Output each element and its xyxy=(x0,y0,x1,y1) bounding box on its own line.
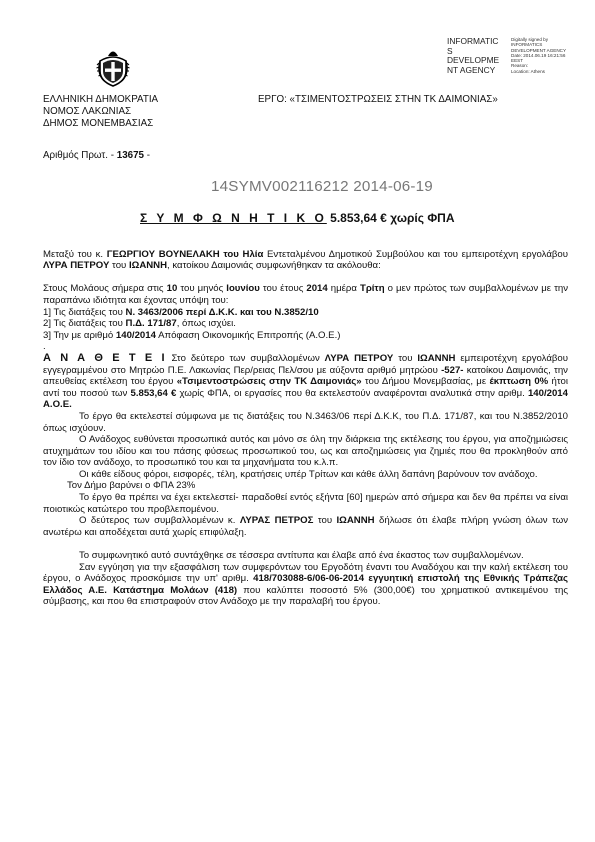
greek-emblem-icon xyxy=(96,47,130,87)
bold-text-run: έκπτωση 0% xyxy=(489,376,549,388)
text-run: του Δήμου Μονεμβασίας, με xyxy=(361,376,490,388)
bold-text-run: ΛΥΡΑ ΠΕΤΡΟΥ xyxy=(43,260,110,272)
text-run: Ο δεύτερος των συμβαλλομένων κ. xyxy=(79,515,240,527)
signature-detail-line: Date: 2014.06.19 16:21:56 xyxy=(511,52,566,58)
bold-text-run: «Τσιμεντοστρώσεις στην ΤΚ Δαιμονιάς» xyxy=(176,376,362,388)
paragraph-liability: Ο Ανάδοχος ευθύνεται προσωπικά αυτός και μόνο σε όλη την διάρκεια της εκτέλεσης του έργου, για αποζημιώσεις ατυχημάτων του ιδίου και του πάσης φύσεως προσωπικού του, ως και αποζημιώσεις για ζημιές που θα προκληθούν από τον ίδιο τον ανάδοχο, το προσωπικό του και τα μηχανήματα του κ.λ.π. xyxy=(43,434,568,469)
text-run: δήλωσε ότι έλαβε πλήρη γνώση όλων των ανωτέρω και αποδέχεται αυτά χωρίς επιφύλαξη. xyxy=(43,515,568,538)
paragraph-parties xyxy=(43,249,568,272)
text-run: , κατοίκου Δαιμονιάς συμφωνήθηκαν τα ακόλουθα: xyxy=(167,260,381,272)
signature-org-line: NT AGENCY xyxy=(447,64,496,75)
paragraph-copies: Το συμφωνητικό αυτό συντάχθηκε σε τέσσερα αντίτυπα και έλαβε από ένα έκαστος των συμβαλλομένων. xyxy=(79,550,524,562)
issuer-line: ΕΛΛΗΝΙΚΗ ΔΗΜΟΚΡΑΤΙΑ xyxy=(43,94,159,105)
text-run: ημέρα xyxy=(327,283,360,295)
signature-org-line: S xyxy=(447,45,453,56)
text-run: του xyxy=(109,260,129,272)
text-run: 3] Την με αριθμό xyxy=(43,329,116,341)
assigns-heading: Α Ν Α Θ Ε Τ Ε Ι xyxy=(43,351,167,364)
bold-text-run: ΛΥΡΑ ΠΕΤΡΟΥ xyxy=(324,352,394,364)
signature-organization xyxy=(447,37,511,75)
paragraph-guarantee xyxy=(43,562,568,608)
paragraph-acceptance xyxy=(43,515,568,538)
text-run: του έτους xyxy=(259,283,307,295)
text-run: που καλύπτει ποσοστό 5% (300,00€) του χρηματικού αντικειμένου της σύμβασης, και που θα επιστραφούν στον Ανάδοχο με την παραλαβή του έργου. xyxy=(43,584,568,608)
signature-detail-line: Reason: xyxy=(511,63,529,69)
signature-detail-line: Location: Athens xyxy=(511,68,545,74)
bold-text-run: -527- xyxy=(441,364,464,376)
bold-text-run: ΙΩΑΝΝΗ xyxy=(336,515,375,527)
text-run: του xyxy=(393,352,418,364)
title-word: Σ Υ Μ Φ Ω Ν Η Τ Ι Κ Ο xyxy=(140,211,327,225)
signature-detail-line: INFORMATICS xyxy=(511,42,543,48)
protocol-label: Αριθμός Πρωτ. - xyxy=(43,150,115,161)
bold-text-run: Ιουνίου xyxy=(226,283,260,295)
paragraph-date xyxy=(43,283,568,306)
bold-text-run: Π.Δ. 171/87 xyxy=(125,318,177,330)
bold-text-run: 2014 xyxy=(306,283,328,295)
bold-text-run: 140/2014 xyxy=(115,329,156,341)
bold-text-run: 418/703088-6/06-06-2014 εγγυητική επιστολή της Εθνικής Τράπεζας Ελλάδος Α.Ε. Κατάστημα Μολάων (418) xyxy=(43,573,569,596)
text-run: Στο δεύτερο των συμβαλλομένων xyxy=(166,352,325,364)
issuer-line: ΝΟΜΟΣ ΛΑΚΩΝΙΑΣ xyxy=(43,106,132,117)
text-run: 2] Τις διατάξεις του xyxy=(43,318,126,330)
text-run: , όπως ισχύει. xyxy=(176,318,236,330)
bold-text-run: Τρίτη xyxy=(359,283,385,295)
paragraph-taxes: Οι κάθε είδους φόροι, εισφορές, τέλη, κρατήσεις υπέρ Τρίτων και κάθε άλλη δαπάνη βαρύνουν τον ανάδοχο. xyxy=(79,468,538,480)
paragraph-legal-basis: Το έργο θα εκτελεστεί σύμφωνα με τις διατάξεις του Ν.3463/06 περί Δ.Κ.Κ, του Π.Δ. 171/87, και του Ν.3852/2010 όπως ισχύουν. xyxy=(43,410,568,434)
signature-detail-line: Digitally signed by xyxy=(511,37,549,42)
project-title: ΕΡΓΟ: «ΤΣΙΜΕΝΤΟΣΤΡΩΣΕΙΣ ΣΤΗΝ ΤΚ ΔΑΙΜΟΝΙΑΣ» xyxy=(258,94,498,105)
text-run: χωρίς ΦΠΑ, οι εργασίες που θα εκτελεστούν αναφέρονται αναλυτικά στην αριθμ. xyxy=(176,387,528,399)
bold-text-run: Ν. 3463/2006 περί Δ.Κ.Κ. και του Ν.3852/10 xyxy=(125,306,319,318)
signature-details xyxy=(511,37,581,74)
ada-code: 14SYMV002116212 2014-06-19 xyxy=(211,178,433,195)
text-run: ήτοι αντί του ποσού των xyxy=(43,376,568,399)
bold-text-run: ΓΕΩΡΓΙΟΥ ΒΟΥΝΕΛΑΚΗ του Ηλία xyxy=(106,248,264,260)
text-run: εμπειροτέχνη εργολάβου εγγεγραμμένου στο Μητρώο Π.Ε. Λακωνίας Περ/ρειας Πελ/σου με αύξοντα αριθμό μητρώου xyxy=(43,352,568,376)
signature-detail-line: DEVELOPMENT AGENCY xyxy=(511,47,567,53)
bold-text-run: ΛΥΡΑΣ ΠΕΤΡΟΣ xyxy=(239,515,314,527)
text-run: Απόφαση Οικονομικής Επιτροπής (Α.Ο.Ε.) xyxy=(155,329,341,341)
list-item xyxy=(43,307,568,319)
bold-text-run: 10 xyxy=(166,283,178,295)
text-run: του xyxy=(313,515,337,527)
text-run: Σαν εγγύηση για την εξασφάλιση των συμφερόντων του Εργοδότη έναντι του Αναδόχου και την καλή εκτέλεση του έργου, ο Ανάδοχος προσκόμισε την υπ' αριθμ. xyxy=(43,561,568,585)
paragraph-deadline: Το έργο θα πρέπει να έχει εκτελεστεί- παραδοθεί εντός εξήντα [60] ημερών από σήμερα και δεν θα πρέπει να είναι ποιοτικώς κατώτερο του προβλεπομένου. xyxy=(43,492,568,515)
bold-text-run: 140/2014 Α.Ο.Ε. xyxy=(43,387,568,411)
signature-detail-line: EEST xyxy=(511,58,523,64)
text-run: του μηνός xyxy=(177,283,227,295)
bold-text-run: ΙΩΑΝΝΗ xyxy=(417,352,456,364)
bold-text-run: ΙΩΑΝΝΗ xyxy=(128,260,168,272)
text-run: Εντεταλμένου Δημοτικού Συμβούλου και του εμπειροτέχνη εργολάβου xyxy=(263,248,568,260)
title-amount: 5.853,64 € χωρίς ΦΠΑ xyxy=(330,211,455,225)
signature-org-line: DEVELOPME xyxy=(447,55,500,65)
text-run: 1] Τις διατάξεις του xyxy=(43,306,126,318)
bold-text-run: 5.853,64 € xyxy=(130,387,177,399)
text-run: Στους Μολάους σήμερα στις xyxy=(43,283,167,295)
text-run: κατοίκου Δαιμονιάς, την απευθείας εκτέλεση του έργου xyxy=(43,364,568,388)
paragraph-vat: Τον Δήμο βαρύνει ο ΦΠΑ 23% xyxy=(67,480,196,492)
issuer-line: ΔΗΜΟΣ ΜΟΝΕΜΒΑΣΙΑΣ xyxy=(43,118,154,129)
contract-body xyxy=(43,237,568,608)
list-item xyxy=(43,318,568,330)
protocol-value: 13675 xyxy=(116,150,144,161)
paragraph-assignment xyxy=(43,353,568,411)
text-run: Μεταξύ του κ. xyxy=(43,248,107,260)
text-run: ο μεν πρώτος των συμβαλλομένων με την παραπάνω ιδιότητα και έχοντας υπόψη του: xyxy=(43,283,568,306)
list-item xyxy=(43,330,568,342)
protocol-suffix: - xyxy=(144,150,150,161)
signature-org-line: INFORMATIC xyxy=(447,36,499,46)
protocol-number xyxy=(43,150,343,162)
document-title xyxy=(140,211,480,225)
text-run: . xyxy=(43,341,46,353)
issuer-block xyxy=(43,94,243,130)
